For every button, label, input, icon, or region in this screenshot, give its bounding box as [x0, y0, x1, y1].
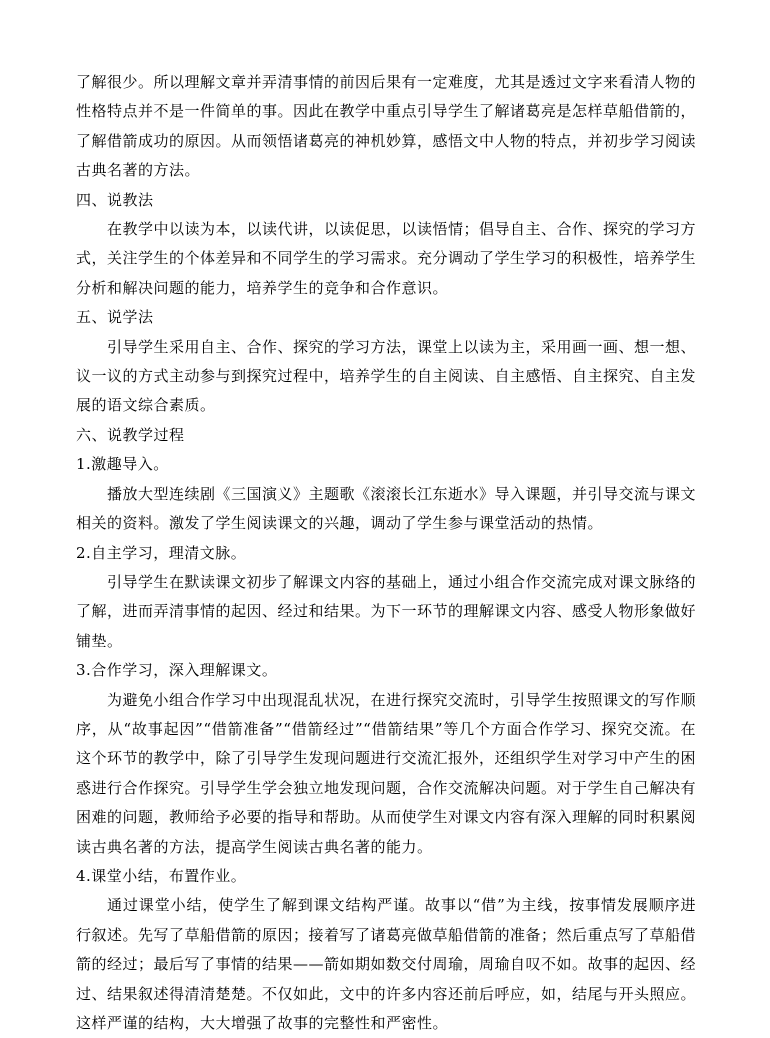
section-heading-learning-method: 五、说学法: [76, 308, 154, 327]
section-heading-teaching-process: 六、说教学过程: [76, 425, 185, 444]
step-heading-3: 3.合作学习，深入理解课文。: [76, 661, 278, 680]
paragraph-teaching-method: 在教学中以读为本，以读代讲，以读促思，以读悟情；倡导自主、合作、探究的学习方式，关注学生的个体差异和不同学生的学习需求。充分调动了学生学习的积极性，培养学生分析和解决问题的能力，培养学生的竞争和合作意识。: [76, 220, 697, 297]
paragraph-step-3: 为避免小组合作学习中出现混乱状况，在进行探究交流时，引导学生按照课文的写作顺序，从“故事起因”“借箭准备”“借箭经过”“借箭结果”等几个方面合作学习、探究交流。在这个环节的教学中，除了引导学生发现问题进行交流汇报外，还组织学生对学习中产生的困惑进行合作探究。引导学生学会独立地发现问题，合作交流解决问题。对于学生自己解决有困难的问题，教师给予必要的指导和帮助。从而使学生对课文内容有深入理解的同时积累阅读古典名著的方法，提高学生阅读古典名著的能力。: [76, 690, 697, 856]
step-heading-1: 1.激趣导入。: [76, 455, 169, 474]
section-heading-teaching-method: 四、说教法: [76, 190, 154, 209]
step-heading-2: 2.自主学习，理清文脉。: [76, 543, 247, 562]
paragraph-intro-continued: 了解很少。所以理解文章并弄清事情的前因后果有一定难度，尤其是透过文字来看清人物的性格特点并不是一件简单的事。因此在教学中重点引导学生了解诸葛亮是怎样草船借箭的，了解借箭成功的原因。从而领悟诸葛亮的神机妙算，感悟文中人物的特点，并初步学习阅读古典名著的方法。: [76, 73, 697, 180]
paragraph-step-4: 通过课堂小结，使学生了解到课文结构严谨。故事以“借”为主线，按事情发展顺序进行叙述。先写了草船借箭的原因；接着写了诸葛亮做草船借箭的准备；然后重点写了草船借箭的经过；最后写了事情的结果——箭如期如数交付周瑜，周瑜自叹不如。故事的起因、经过、结果叙述得清清楚楚。不仅如此，文中的许多内容还前后呼应，如，结尾与开头照应。这样严谨的结构，大大增强了故事的完整性和严密性。: [76, 896, 697, 1032]
document-page: [76, 68, 696, 1038]
paragraph-step-1: 播放大型连续剧《三国演义》主题歌《滚滚长江东逝水》导入课题，并引导交流与课文相关的资料。激发了学生阅读课文的兴趣，调动了学生参与课堂活动的热情。: [76, 484, 697, 533]
paragraph-step-2: 引导学生在默读课文初步了解课文内容的基础上，通过小组合作交流完成对课文脉络的了解，进而弄清事情的起因、经过和结果。为下一环节的理解课文内容、感受人物形象做好铺垫。: [76, 572, 697, 650]
paragraph-learning-method: 引导学生采用自主、合作、探究的学习方法，课堂上以读为主，采用画一画、想一想、议一议的方式主动参与到探究过程中，培养学生的自主阅读、自主感悟、自主探究、自主发展的语文综合素质。: [76, 337, 697, 415]
step-heading-4: 4.课堂小结，布置作业。: [76, 866, 247, 885]
